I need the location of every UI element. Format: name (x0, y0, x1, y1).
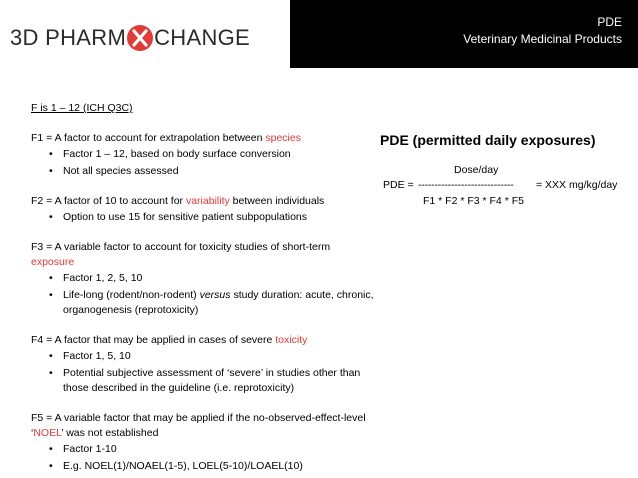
factor-list (31, 101, 376, 476)
factor-f3 (31, 240, 376, 318)
factor-f3-keyword: exposure (31, 256, 75, 268)
list-item: • Not all species assessed (63, 164, 376, 179)
factor-f3-bullets (31, 271, 376, 318)
factor-f4-text: F4 = A factor that may be applied in cases of severe (31, 334, 276, 346)
factor-f5-text: F5 = A variable factor that may be applied if the no-observed-effect-level ‘ (31, 412, 366, 439)
factor-f5-keyword: NOEL (33, 427, 62, 439)
logo-x-mark-icon (127, 25, 153, 51)
logo-text-left: 3D PHARM (10, 25, 127, 50)
factor-f5-text-post: ’ was not established (61, 427, 159, 439)
list-item-emphasis: versus (199, 289, 231, 301)
formula-lhs: PDE = (383, 179, 414, 191)
formula-denominator: F1 * F2 * F3 * F4 * F5 (423, 195, 524, 207)
factor-f5 (31, 411, 376, 474)
list-item: • Factor 1-10 (63, 442, 376, 457)
factor-f1-bullets (31, 147, 376, 179)
factor-f1 (31, 131, 376, 179)
list-item-text: Life-long (rodent/non-rodent) (63, 289, 200, 301)
factor-f5-bullets (31, 442, 376, 474)
factor-f2-text: F2 = A factor of 10 to account for (31, 195, 186, 207)
list-item: • Factor 1, 5, 10 (63, 349, 376, 364)
factor-f2-bullets (31, 210, 376, 225)
factor-f2-keyword: variability (185, 195, 230, 207)
formula-numerator: Dose/day (454, 164, 499, 176)
list-item: • Factor 1, 2, 5, 10 (63, 271, 376, 286)
factor-f4 (31, 333, 376, 396)
factor-f4-keyword: toxicity (275, 334, 308, 346)
header-title: PDE (597, 15, 622, 29)
factor-f3-text: F3 = A variable factor to account for toxicity studies of short-term (31, 241, 331, 253)
pde-formula (380, 164, 630, 224)
pde-title: PDE (permitted daily exposures) (380, 132, 596, 148)
formula-fraction-line: ----------------------------- (418, 179, 514, 191)
company-logo (10, 24, 250, 52)
list-item: • Option to use 15 for sensitive patient subpopulations (63, 210, 376, 225)
list-item: • Factor 1 – 12, based on body surface conversion (63, 147, 376, 162)
pde-formula-panel (380, 132, 630, 224)
factor-f2 (31, 194, 376, 225)
factor-heading: F is 1 – 12 (ICH Q3C) (31, 102, 133, 114)
factor-f2-text-post: between individuals (229, 195, 325, 207)
factor-f1-keyword: species (265, 132, 301, 144)
header-subtitle: Veterinary Medicinal Products (463, 32, 622, 46)
list-item: • Potential subjective assessment of ‘severe’ in studies other than those described in the guideline (i.e. reprotoxicity) (63, 366, 376, 396)
header-bar (290, 0, 638, 68)
logo-area (0, 0, 290, 68)
factor-f1-text: F1 = A factor to account for extrapolation between (31, 132, 266, 144)
logo-text-right: CHANGE (154, 25, 251, 50)
list-item: • E.g. NOEL(1)/NOAEL(1-5), LOEL(5-10)/LOAEL(10) (63, 459, 376, 474)
formula-result: = XXX mg/kg/day (536, 179, 618, 191)
list-item (63, 288, 376, 318)
factor-f4-bullets (31, 349, 376, 396)
list-item-text-post: study duration: acute, chronic, organogenesis (reprotoxicity) (63, 289, 374, 316)
